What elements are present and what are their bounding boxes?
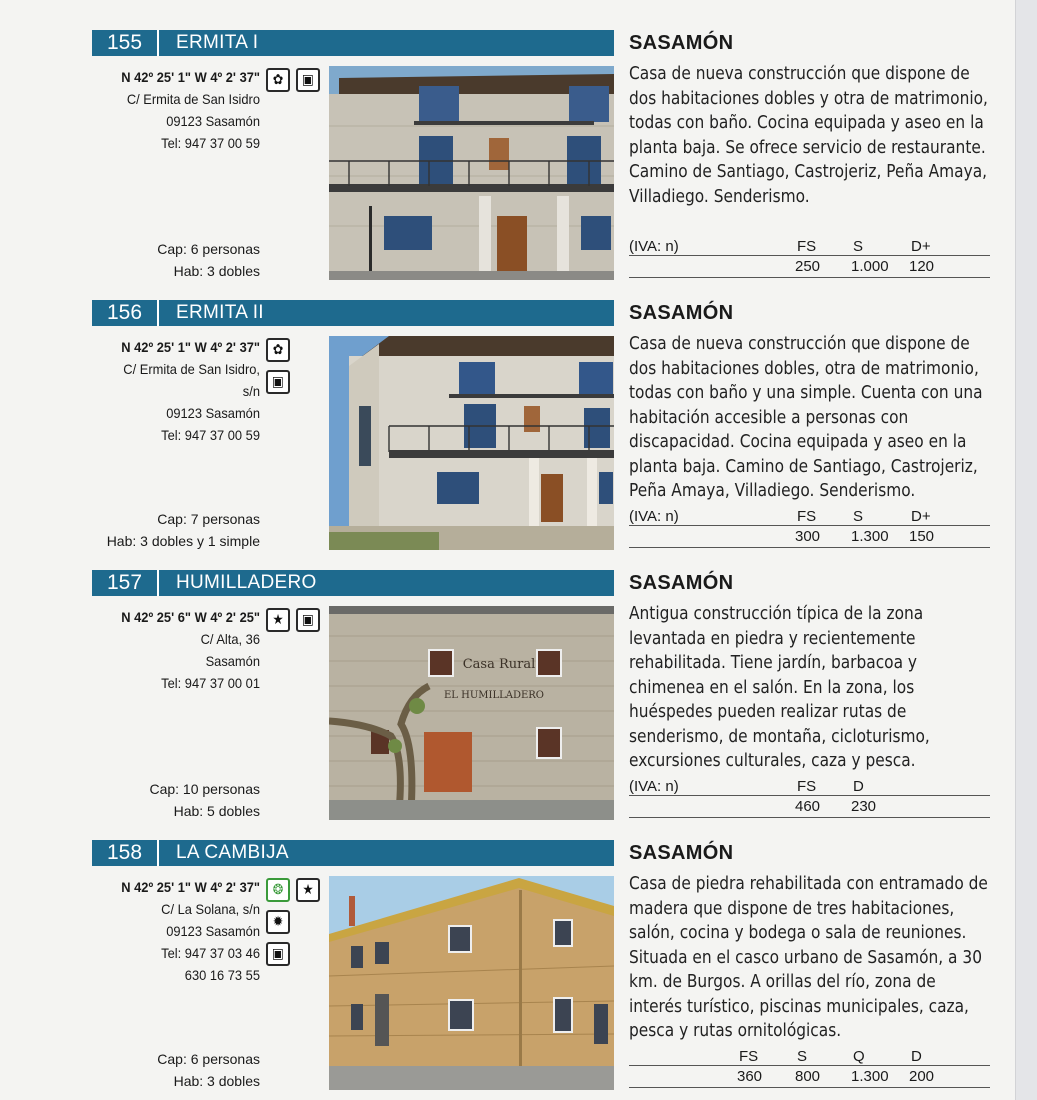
listing-photo <box>329 66 614 280</box>
price-header-row <box>629 1046 990 1066</box>
sign-text: Casa Rural <box>462 657 536 672</box>
listing-header <box>92 840 614 866</box>
longitude: W 4º 2' 25" <box>194 609 260 625</box>
listing-156 <box>92 300 992 558</box>
latitude: N 42º 25' 1" <box>121 339 191 355</box>
price-header: D+ <box>911 508 931 525</box>
price-header: D <box>853 778 864 795</box>
address-line: C/ Alta, 36 <box>200 631 260 647</box>
iva-note: (IVA: n) <box>629 508 679 525</box>
address-line: 09123 Sasamón <box>166 405 260 421</box>
latitude: N 42º 25' 6" <box>121 609 191 625</box>
iva-note: (IVA: n) <box>629 238 679 255</box>
price-header: FS <box>739 1048 759 1065</box>
description: Antigua construcción típica de la zona levantada en piedra y recientemente rehabilitada. Tiene jardín, barbacoa y chimenea en el salón. En la zona, los huéspedes pueden realizar rutas de senderismo, de montaña, cicloturismo, excursiones culturales, caza y pesca. <box>629 604 930 771</box>
price-value: 1.000 <box>851 258 889 275</box>
camera-icon: ▣ <box>266 370 290 394</box>
listing-number: 156 <box>92 300 159 326</box>
latitude: N 42º 25' 1" <box>121 879 191 895</box>
listing-contact <box>105 876 260 986</box>
rooms: Hab: 3 dobles y 1 simple <box>106 533 260 549</box>
price-header-row <box>629 506 990 526</box>
price-value: 230 <box>851 798 877 815</box>
leaf-badge-icon: ❂ <box>266 878 290 902</box>
listing-photo <box>329 876 614 1090</box>
phone: Tel: 947 37 00 59 <box>161 427 260 443</box>
address-line: C/ La Solana, s/n <box>161 901 260 917</box>
listing-details <box>629 570 990 774</box>
description: Casa de nueva construcción que dispone de dos habitaciones dobles y otra de matrimonio, todas con baño. Cocina equipada y aseo en la planta baja. Se ofrece servicio de restaurante. Camino de Santiago, Castrojeriz, Peña Amaya, Villadiego. Senderismo. <box>629 64 988 207</box>
listing-details <box>629 300 990 504</box>
price-value-row <box>629 256 990 278</box>
description: Casa de nueva construcción que dispone de dos habitaciones dobles, otra de matrimonio, todas con baño y una simple. Cuenta con una habitación accesible a personas con discapacidad. Cocina equipada y aseo en la planta baja. Camino de Santiago, Castrojeriz, Peña Amaya, Villadiego. Senderismo. <box>629 334 983 501</box>
price-value: 120 <box>909 258 935 275</box>
page-edge <box>1015 0 1037 1100</box>
rooms: Hab: 3 dobles <box>173 1073 260 1089</box>
capacity-block <box>92 778 260 822</box>
listing-header <box>92 300 614 326</box>
capacity-block <box>92 1048 260 1092</box>
capacity-block <box>92 508 260 552</box>
coordinates <box>105 336 260 358</box>
listing-number: 158 <box>92 840 159 866</box>
price-header: S <box>853 238 864 255</box>
listing-155 <box>92 30 992 288</box>
capacity: Cap: 7 personas <box>157 511 260 527</box>
price-header: D+ <box>911 238 931 255</box>
town-name: SASAMÓN <box>629 842 734 864</box>
listing-header <box>92 570 614 596</box>
price-value: 800 <box>795 1068 821 1085</box>
price-header: FS <box>797 778 817 795</box>
listing-157 <box>92 570 992 828</box>
listing-name: ERMITA II <box>176 302 264 323</box>
sign-text: EL HUMILLADERO <box>443 690 545 701</box>
capacity: Cap: 10 personas <box>149 781 260 797</box>
listing-name: LA CAMBIJA <box>176 842 289 863</box>
listing-photo <box>329 606 614 820</box>
longitude: W 4º 2' 37" <box>194 69 260 85</box>
price-header: FS <box>797 508 817 525</box>
address-line: Sasamón <box>205 653 260 669</box>
star-icon: ★ <box>266 608 290 632</box>
listing-158 <box>92 840 992 1098</box>
listing-name: ERMITA I <box>176 32 259 53</box>
capacity: Cap: 6 personas <box>157 241 260 257</box>
price-value-row <box>629 1066 990 1088</box>
price-table <box>629 236 990 278</box>
price-value: 1.300 <box>851 1068 889 1085</box>
phone: Tel: 947 37 00 01 <box>161 675 260 691</box>
camera-icon: ▣ <box>266 942 290 966</box>
latitude: N 42º 25' 1" <box>121 69 191 85</box>
coordinates <box>105 876 260 898</box>
price-header: Q <box>853 1048 865 1065</box>
phone: Tel: 947 37 00 59 <box>161 135 260 151</box>
price-header: S <box>853 508 864 525</box>
description: Casa de piedra rehabilitada con entramado de madera que dispone de tres habitaciones, salón, cocina y bodega o sala de reuniones. Situada en el casco urbano de Sasamón, a 30 km. de Burgos. A orillas del río, zona de interés turístico, piscinas municipales, caza, pesca y rutas ornitológicas. <box>629 874 988 1041</box>
camera-icon: ▣ <box>296 608 320 632</box>
listing-contact <box>105 66 260 154</box>
listing-contact <box>105 336 260 446</box>
listing-details <box>629 840 990 1044</box>
price-table <box>629 776 990 818</box>
phone: 630 16 73 55 <box>184 967 260 983</box>
rooms: Hab: 3 dobles <box>173 263 260 279</box>
camera-icon: ▣ <box>296 68 320 92</box>
price-value: 460 <box>795 798 821 815</box>
sun-icon: ✹ <box>266 910 290 934</box>
price-table <box>629 506 990 548</box>
coordinates <box>105 606 260 628</box>
price-header-row <box>629 236 990 256</box>
flower-icon: ✿ <box>266 338 290 362</box>
address-line: C/ Ermita de San Isidro, <box>123 361 260 377</box>
longitude: W 4º 2' 37" <box>194 339 260 355</box>
price-value: 360 <box>737 1068 763 1085</box>
iva-note: (IVA: n) <box>629 778 679 795</box>
listing-contact <box>105 606 260 694</box>
listing-header <box>92 30 614 56</box>
price-value: 150 <box>909 528 935 545</box>
town-name: SASAMÓN <box>629 302 734 324</box>
price-value: 200 <box>909 1068 935 1085</box>
price-value: 1.300 <box>851 528 889 545</box>
price-header: FS <box>797 238 817 255</box>
address-line: 09123 Sasamón <box>166 923 260 939</box>
town-name: SASAMÓN <box>629 32 734 54</box>
coordinates <box>105 66 260 88</box>
rooms: Hab: 5 dobles <box>173 803 260 819</box>
phone: Tel: 947 37 03 46 <box>161 945 260 961</box>
town-name: SASAMÓN <box>629 572 734 594</box>
price-value-row <box>629 526 990 548</box>
longitude: W 4º 2' 37" <box>194 879 260 895</box>
price-value-row <box>629 796 990 818</box>
price-value: 250 <box>795 258 821 275</box>
price-value: 300 <box>795 528 821 545</box>
listing-photo <box>329 336 614 550</box>
listing-name: HUMILLADERO <box>176 572 317 593</box>
flower-icon: ✿ <box>266 68 290 92</box>
address-line: C/ Ermita de San Isidro <box>126 91 260 107</box>
capacity: Cap: 6 personas <box>157 1051 260 1067</box>
address-line: 09123 Sasamón <box>166 113 260 129</box>
listing-number: 155 <box>92 30 159 56</box>
address-line: s/n <box>242 383 260 399</box>
capacity-block <box>92 238 260 282</box>
price-header: D <box>911 1048 922 1065</box>
price-table <box>629 1046 990 1088</box>
listing-details <box>629 30 990 209</box>
listing-number: 157 <box>92 570 159 596</box>
price-header-row <box>629 776 990 796</box>
price-header: S <box>797 1048 808 1065</box>
star-icon: ★ <box>296 878 320 902</box>
